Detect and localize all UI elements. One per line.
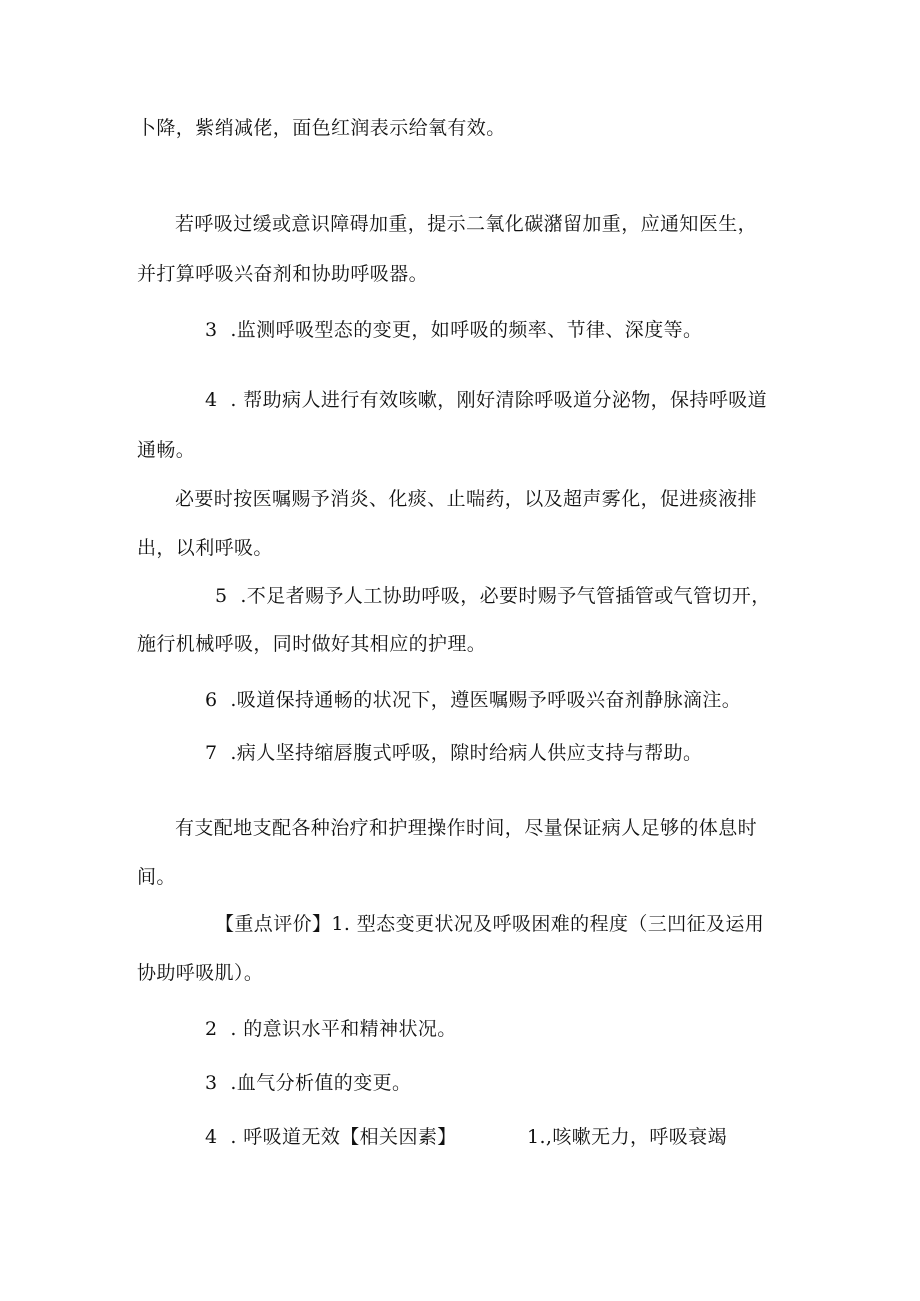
text-line: 施行机械呼吸，同时做好其相应的护理。 bbox=[137, 633, 487, 655]
text-line: 2 . 的意识水平和精神状况。 bbox=[205, 1018, 457, 1040]
text-line: 通畅。 bbox=[137, 439, 196, 461]
text-line: 出，以利呼吸。 bbox=[137, 537, 273, 559]
text-line: 必要时按医嘱赐予消炎、化痰、止喘药，以及超声雾化，促进痰液排 bbox=[175, 488, 758, 510]
text-line: 间。 bbox=[137, 866, 176, 888]
text-line: 7 .病人坚持缩唇腹式呼吸，隙时给病人供应支持与帮助。 bbox=[205, 742, 703, 764]
text-line: 1.,咳嗽无力，呼吸衰竭 bbox=[527, 1126, 727, 1148]
text-line: 4 . 呼吸道无效【相关因素】 bbox=[205, 1126, 457, 1148]
text-line: 【重点评价】1. 型态变更状况及呼吸困难的程度（三凹征及运用 bbox=[215, 913, 765, 935]
text-line: 5 .不足者赐予人工协助呼吸，必要时赐予气管插管或气管切开， bbox=[215, 585, 771, 607]
text-line: 3 .血气分析值的变更。 bbox=[205, 1072, 412, 1094]
text-line: 若呼吸过缓或意识障碍加重，提示二氧化碳潴留加重，应通知医生， bbox=[175, 213, 758, 235]
text-line: 并打算呼吸兴奋剂和协助呼吸器。 bbox=[137, 263, 429, 285]
text-line: 有支配地支配各种治疗和护理操作时间，尽量保证病人足够的体息时 bbox=[175, 817, 758, 839]
text-line: 4 . 帮助病人进行有效咳嗽，刚好清除呼吸道分泌物，保持呼吸道 bbox=[205, 389, 768, 411]
text-line: 3 .监测呼吸型态的变更，如呼吸的频率、节律、深度等。 bbox=[205, 319, 703, 341]
text-line: 卜降，紫绡减佬，面色红润表示给氧有效。 bbox=[137, 117, 506, 139]
text-line: 6 .吸道保持通畅的状况下，遵医嘱赐予呼吸兴奋剂静脉滴注。 bbox=[205, 689, 742, 711]
text-line: 协助呼吸肌）。 bbox=[137, 962, 264, 984]
